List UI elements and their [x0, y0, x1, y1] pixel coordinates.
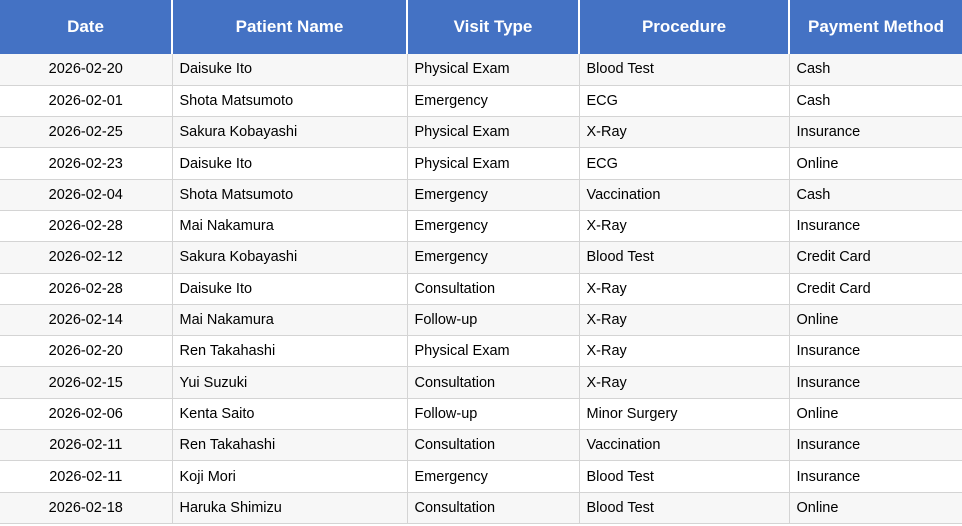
- table-row[interactable]: [0, 273, 962, 304]
- cell-payment-method: Insurance: [789, 117, 962, 148]
- cell-date: 2026-02-01: [0, 85, 172, 116]
- cell-payment-method: Insurance: [789, 461, 962, 492]
- column-header-procedure[interactable]: Procedure: [579, 0, 789, 54]
- cell-procedure: ECG: [579, 85, 789, 116]
- cell-payment-method: Insurance: [789, 430, 962, 461]
- cell-patient-name: Kenta Saito: [172, 398, 407, 429]
- cell-patient-name: Shota Matsumoto: [172, 85, 407, 116]
- cell-visit-type: Emergency: [407, 242, 579, 273]
- table-row[interactable]: [0, 304, 962, 335]
- cell-procedure: X-Ray: [579, 336, 789, 367]
- cell-date: 2026-02-11: [0, 461, 172, 492]
- cell-procedure: Vaccination: [579, 430, 789, 461]
- cell-procedure: Minor Surgery: [579, 398, 789, 429]
- cell-visit-type: Emergency: [407, 85, 579, 116]
- cell-procedure: X-Ray: [579, 210, 789, 241]
- cell-patient-name: Daisuke Ito: [172, 54, 407, 85]
- column-header-patient-name[interactable]: Patient Name: [172, 0, 407, 54]
- cell-procedure: X-Ray: [579, 367, 789, 398]
- table-row[interactable]: [0, 117, 962, 148]
- cell-payment-method: Insurance: [789, 336, 962, 367]
- cell-procedure: X-Ray: [579, 273, 789, 304]
- table-row[interactable]: [0, 367, 962, 398]
- cell-payment-method: Cash: [789, 85, 962, 116]
- cell-payment-method: Insurance: [789, 210, 962, 241]
- cell-patient-name: Mai Nakamura: [172, 210, 407, 241]
- cell-procedure: Vaccination: [579, 179, 789, 210]
- cell-payment-method: Online: [789, 148, 962, 179]
- cell-payment-method: Credit Card: [789, 242, 962, 273]
- table-row[interactable]: [0, 461, 962, 492]
- table-header-row: [0, 0, 962, 54]
- cell-visit-type: Emergency: [407, 179, 579, 210]
- cell-patient-name: Ren Takahashi: [172, 430, 407, 461]
- cell-date: 2026-02-14: [0, 304, 172, 335]
- cell-patient-name: Daisuke Ito: [172, 148, 407, 179]
- cell-procedure: X-Ray: [579, 304, 789, 335]
- cell-payment-method: Cash: [789, 179, 962, 210]
- table-row[interactable]: [0, 85, 962, 116]
- cell-patient-name: Daisuke Ito: [172, 273, 407, 304]
- cell-procedure: Blood Test: [579, 242, 789, 273]
- cell-visit-type: Physical Exam: [407, 117, 579, 148]
- cell-payment-method: Credit Card: [789, 273, 962, 304]
- cell-procedure: X-Ray: [579, 117, 789, 148]
- table-row[interactable]: [0, 398, 962, 429]
- cell-payment-method: Online: [789, 398, 962, 429]
- cell-date: 2026-02-06: [0, 398, 172, 429]
- cell-payment-method: Online: [789, 492, 962, 523]
- cell-visit-type: Consultation: [407, 273, 579, 304]
- cell-date: 2026-02-18: [0, 492, 172, 523]
- table-row[interactable]: [0, 54, 962, 85]
- cell-visit-type: Consultation: [407, 492, 579, 523]
- cell-visit-type: Follow-up: [407, 304, 579, 335]
- cell-date: 2026-02-28: [0, 210, 172, 241]
- cell-visit-type: Follow-up: [407, 398, 579, 429]
- cell-procedure: Blood Test: [579, 54, 789, 85]
- cell-procedure: Blood Test: [579, 492, 789, 523]
- table-row[interactable]: [0, 148, 962, 179]
- cell-date: 2026-02-12: [0, 242, 172, 273]
- cell-patient-name: Sakura Kobayashi: [172, 117, 407, 148]
- cell-procedure: Blood Test: [579, 461, 789, 492]
- cell-date: 2026-02-23: [0, 148, 172, 179]
- table-header: [0, 0, 962, 54]
- cell-patient-name: Shota Matsumoto: [172, 179, 407, 210]
- table-row[interactable]: [0, 430, 962, 461]
- cell-date: 2026-02-20: [0, 54, 172, 85]
- table-row[interactable]: [0, 179, 962, 210]
- cell-visit-type: Consultation: [407, 430, 579, 461]
- cell-visit-type: Physical Exam: [407, 148, 579, 179]
- cell-payment-method: Cash: [789, 54, 962, 85]
- table-row[interactable]: [0, 242, 962, 273]
- cell-payment-method: Online: [789, 304, 962, 335]
- table-row[interactable]: [0, 492, 962, 523]
- column-header-visit-type[interactable]: Visit Type: [407, 0, 579, 54]
- cell-date: 2026-02-04: [0, 179, 172, 210]
- cell-date: 2026-02-20: [0, 336, 172, 367]
- cell-date: 2026-02-25: [0, 117, 172, 148]
- table-body: [0, 54, 962, 523]
- column-header-payment-method[interactable]: Payment Method: [789, 0, 962, 54]
- cell-patient-name: Koji Mori: [172, 461, 407, 492]
- cell-patient-name: Haruka Shimizu: [172, 492, 407, 523]
- cell-visit-type: Emergency: [407, 210, 579, 241]
- cell-patient-name: Mai Nakamura: [172, 304, 407, 335]
- column-header-date[interactable]: Date: [0, 0, 172, 54]
- cell-date: 2026-02-15: [0, 367, 172, 398]
- cell-date: 2026-02-11: [0, 430, 172, 461]
- table-row[interactable]: [0, 210, 962, 241]
- cell-visit-type: Emergency: [407, 461, 579, 492]
- cell-procedure: ECG: [579, 148, 789, 179]
- cell-patient-name: Sakura Kobayashi: [172, 242, 407, 273]
- cell-visit-type: Physical Exam: [407, 54, 579, 85]
- cell-visit-type: Physical Exam: [407, 336, 579, 367]
- table-row[interactable]: [0, 336, 962, 367]
- cell-payment-method: Insurance: [789, 367, 962, 398]
- cell-visit-type: Consultation: [407, 367, 579, 398]
- cell-patient-name: Yui Suzuki: [172, 367, 407, 398]
- cell-patient-name: Ren Takahashi: [172, 336, 407, 367]
- cell-date: 2026-02-28: [0, 273, 172, 304]
